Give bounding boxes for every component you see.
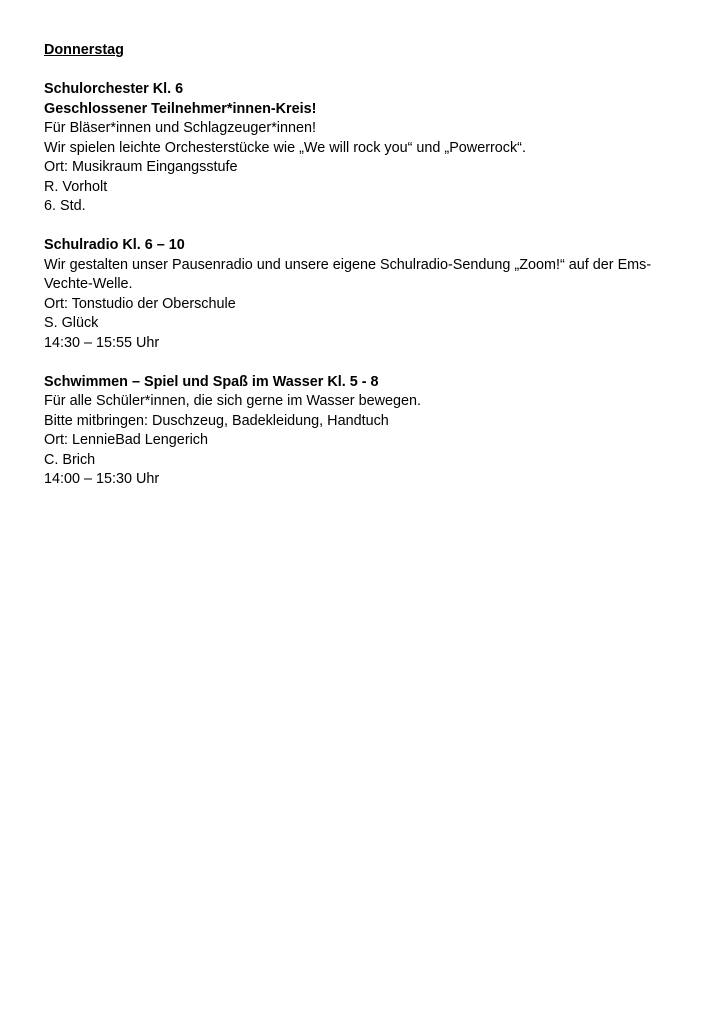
section-teacher: C. Brich	[44, 451, 96, 468]
section-title: Schulradio Kl. 6 – 10	[44, 237, 185, 253]
section-schulradio	[44, 236, 674, 353]
section-line: Wir gestalten unser Pausenradio und unsere eigene Schulradio-Sendung „Zoom!“ auf der Ems-Vechte-Welle.	[44, 256, 652, 292]
section-subtitle: Geschlossener Teilnehmer*innen-Kreis!	[44, 100, 317, 117]
day-heading: Donnerstag	[44, 42, 124, 58]
section-time: 14:30 – 15:55 Uhr	[44, 334, 160, 351]
section-schwimmen	[44, 373, 674, 490]
section-time: 6. Std.	[44, 198, 86, 214]
section-title: Schwimmen – Spiel und Spaß im Wasser Kl. 5 - 8	[44, 373, 379, 390]
section-line: Für alle Schüler*innen, die sich gerne im Wasser bewegen.	[44, 393, 422, 409]
document-page	[44, 41, 674, 490]
section-teacher: R. Vorholt	[44, 178, 108, 195]
section-line: Für Bläser*innen und Schlagzeuger*innen!	[44, 120, 317, 136]
section-teacher: S. Glück	[44, 315, 99, 331]
section-title: Schulorchester Kl. 6	[44, 81, 184, 97]
section-line: Bitte mitbringen: Duschzeug, Badekleidung, Handtuch	[44, 412, 389, 429]
section-location: Ort: Musikraum Eingangsstufe	[44, 159, 238, 175]
section-location: Ort: LennieBad Lengerich	[44, 432, 209, 448]
section-schulorchester	[44, 80, 674, 217]
section-location: Ort: Tonstudio der Oberschule	[44, 295, 236, 312]
section-time: 14:00 – 15:30 Uhr	[44, 471, 160, 487]
section-line: Wir spielen leichte Orchesterstücke wie „We will rock you“ und „Powerrock“.	[44, 139, 526, 156]
